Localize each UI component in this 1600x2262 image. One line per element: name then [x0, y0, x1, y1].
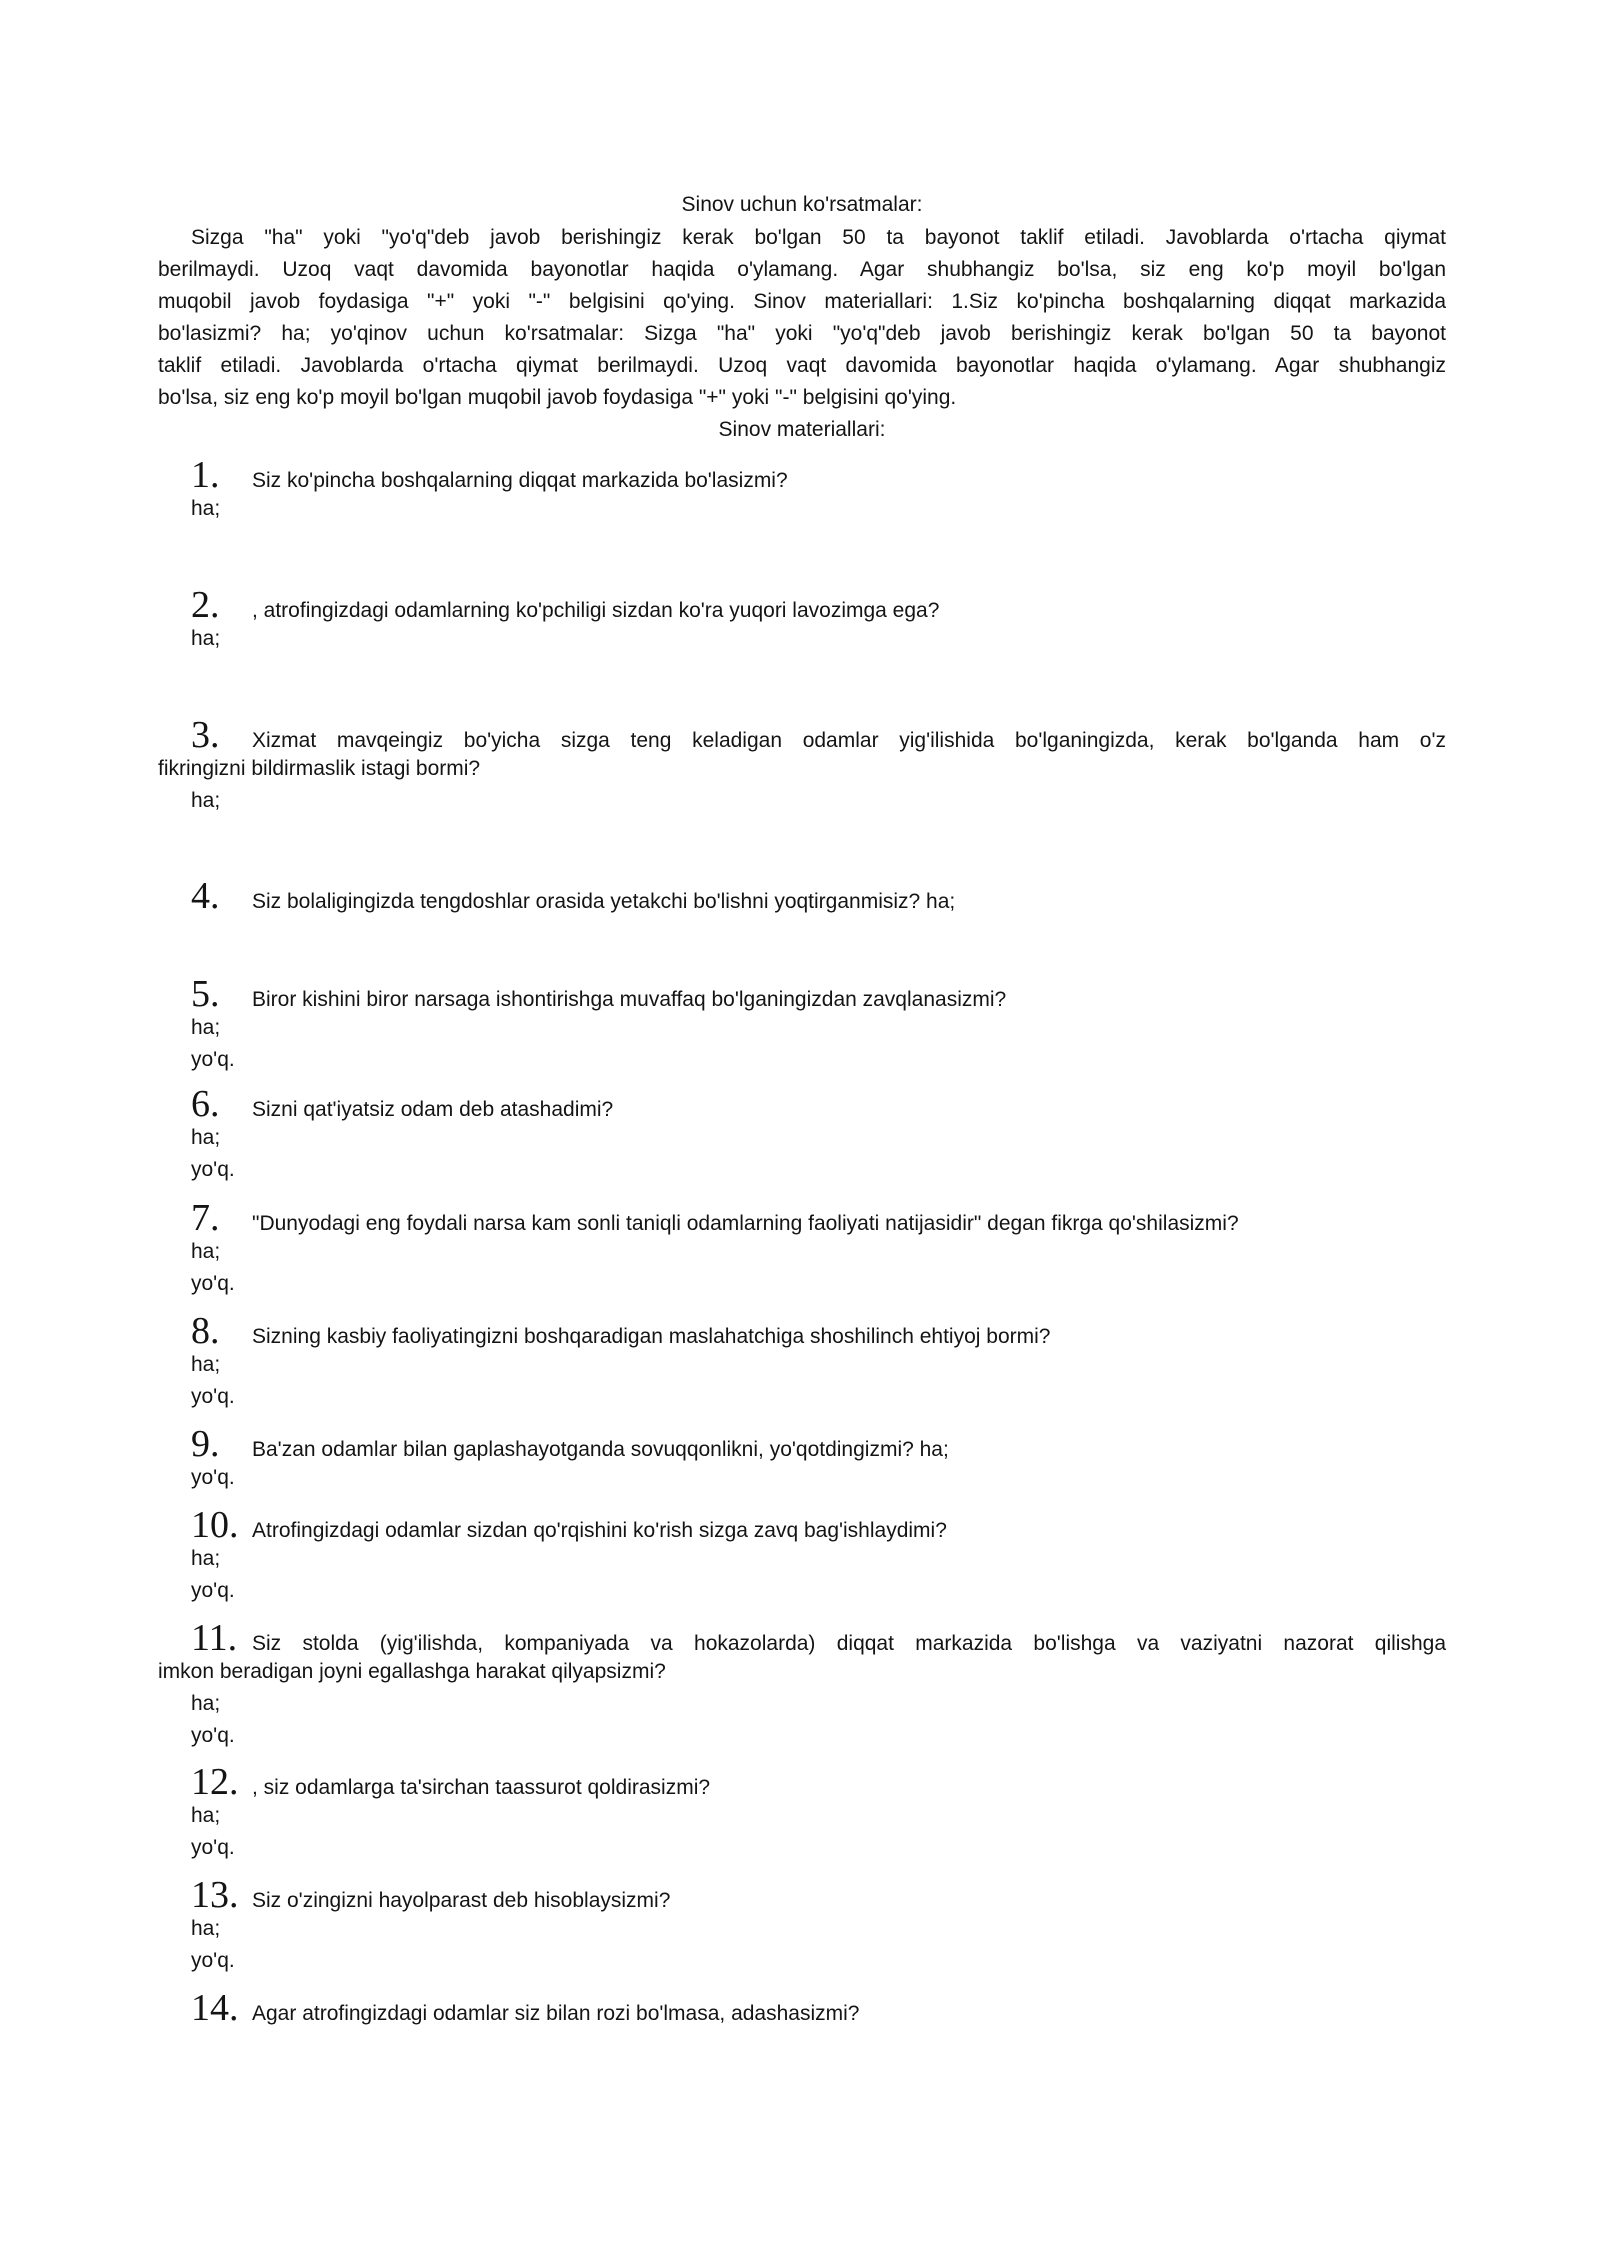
question-row [158, 875, 1446, 917]
question-number: 9. [191, 1423, 220, 1465]
instructions-line: Sizga "ha" yoki "yo'q"deb javob berishingiz kerak bo'lgan 50 ta bayonot taklif etiladi. Javoblarda o'rtacha qiymat [191, 226, 1446, 249]
question-row [158, 1987, 1446, 2029]
question-row [158, 1874, 1446, 1916]
question-item [158, 973, 1446, 1076]
question-item [158, 1617, 1446, 1752]
question-text: Siz o'zingizni hayolparast deb hisoblaysizmi? [252, 1889, 671, 1912]
question-text-continued: imkon beradigan joyni egallashga harakat qilyapsizmi? [158, 1660, 666, 1683]
instructions-line: bo'lasizmi? ha; yo'qinov uchun ko'rsatmalar: Sizga "ha" yoki "yo'q"deb javob berishingiz kerak bo'lgan 50 ta bayonot [158, 322, 1446, 345]
question-text: Sizni qat'iyatsiz odam deb atashadimi? [252, 1098, 614, 1121]
question-number: 2. [191, 584, 220, 626]
question-item [158, 584, 1446, 655]
question-number: 8. [191, 1310, 220, 1352]
instructions-paragraph [158, 222, 1446, 414]
question-text: Xizmat mavqeingiz bo'yicha sizga teng keladigan odamlar yig'ilishida bo'lganingizda, kerak bo'lganda ham o'z [252, 729, 1446, 752]
answer-option: yo'q. [191, 1048, 235, 1071]
answer-option: ha; [191, 1240, 221, 1263]
question-item [158, 1504, 1446, 1607]
question-number: 10. [191, 1504, 239, 1546]
question-row [158, 1083, 1446, 1125]
answer-option: yo'q. [191, 1466, 235, 1489]
question-number: 13. [191, 1874, 239, 1916]
question-number: 3. [191, 714, 220, 756]
question-item [158, 1874, 1446, 1977]
answer-option: ha; [191, 627, 221, 650]
question-item [158, 1423, 1446, 1494]
question-number: 6. [191, 1083, 220, 1125]
question-row [158, 1504, 1446, 1546]
question-item [158, 1197, 1446, 1300]
question-row [158, 454, 1446, 496]
answer-option: ha; [191, 1126, 221, 1149]
instructions-line: berilmaydi. Uzoq vaqt davomida bayonotlar haqida o'ylamang. Agar shubhangiz bo'lsa, siz eng ko'p moyil bo'lgan [158, 258, 1446, 281]
question-number: 11. [191, 1617, 238, 1659]
question-text: Siz bolaligingizda tengdoshlar orasida yetakchi bo'lishni yoqtirganmisiz? ha; [252, 890, 956, 913]
question-item [158, 454, 1446, 525]
question-item [158, 1761, 1446, 1864]
question-row [158, 1617, 1446, 1659]
answer-option: yo'q. [191, 1724, 235, 1747]
question-row [158, 714, 1446, 756]
instructions-line: bo'lsa, siz eng ko'p moyil bo'lgan muqobil javob foydasiga "+" yoki "-" belgisini qo'ying. [158, 386, 957, 409]
answer-option: yo'q. [191, 1949, 235, 1972]
answer-option: yo'q. [191, 1385, 235, 1408]
question-text: Ba'zan odamlar bilan gaplashayotganda sovuqqonlikni, yo'qotdingizmi? ha; [252, 1438, 949, 1461]
question-row [158, 1310, 1446, 1352]
question-text: Siz stolda (yig'ilishda, kompaniyada va hokazolarda) diqqat markazida bo'lishga va vaziyatni nazorat qilishga [252, 1632, 1446, 1655]
question-text: Atrofingizdagi odamlar sizdan qo'rqishini ko'rish sizga zavq bag'ishlaydimi? [252, 1519, 947, 1542]
answer-option: ha; [191, 1353, 221, 1376]
instructions-title: Sinov uchun ko'rsatmalar: [681, 193, 923, 216]
answer-option: ha; [191, 789, 221, 812]
question-number: 1. [191, 454, 220, 496]
question-text: Sizning kasbiy faoliyatingizni boshqaradigan maslahatchiga shoshilinch ehtiyoj bormi? [252, 1325, 1051, 1348]
answer-option: yo'q. [191, 1836, 235, 1859]
question-number: 4. [191, 875, 220, 917]
answer-option: ha; [191, 497, 221, 520]
question-row [158, 1423, 1446, 1465]
question-item [158, 1987, 1446, 2029]
question-item [158, 875, 1446, 917]
question-row [158, 584, 1446, 626]
question-item [158, 714, 1446, 817]
answer-option: ha; [191, 1547, 221, 1570]
answer-option: ha; [191, 1016, 221, 1039]
instructions-line: taklif etiladi. Javoblarda o'rtacha qiymat berilmaydi. Uzoq vaqt davomida bayonotlar haqida o'ylamang. Agar shubhangiz [158, 354, 1446, 377]
question-text-continued: fikringizni bildirmaslik istagi bormi? [158, 757, 481, 780]
question-text: Biror kishini biror narsaga ishontirishga muvaffaq bo'lganingizdan zavqlanasizmi? [252, 988, 1007, 1011]
question-number: 14. [191, 1987, 239, 2029]
question-text: Agar atrofingizdagi odamlar siz bilan rozi bo'lmasa, adashasizmi? [252, 2002, 860, 2025]
question-number: 5. [191, 973, 220, 1015]
answer-option: ha; [191, 1804, 221, 1827]
question-text: "Dunyodagi eng foydali narsa kam sonli taniqli odamlarning faoliyati natijasidir" degan fikrga qo'shilasizmi? [252, 1212, 1239, 1235]
question-row [158, 1761, 1446, 1803]
question-item [158, 1310, 1446, 1413]
answer-option: yo'q. [191, 1158, 235, 1181]
question-row [158, 1197, 1446, 1239]
question-row [158, 973, 1446, 1015]
answer-option: yo'q. [191, 1272, 235, 1295]
question-text: , siz odamlarga ta'sirchan taassurot qoldirasizmi? [252, 1776, 711, 1799]
instructions-line: muqobil javob foydasiga "+" yoki "-" belgisini qo'ying. Sinov materiallari: 1.Siz ko'pincha boshqalarning diqqat markazida [158, 290, 1446, 313]
question-text: , atrofingizdagi odamlarning ko'pchiligi sizdan ko'ra yuqori lavozimga ega? [252, 599, 940, 622]
answer-option: ha; [191, 1692, 221, 1715]
answer-option: yo'q. [191, 1579, 235, 1602]
question-number: 12. [191, 1761, 239, 1803]
question-text: Siz ko'pincha boshqalarning diqqat markazida bo'lasizmi? [252, 469, 788, 492]
question-number: 7. [191, 1197, 220, 1239]
answer-option: ha; [191, 1917, 221, 1940]
materials-heading: Sinov materiallari: [718, 418, 886, 441]
question-item [158, 1083, 1446, 1186]
